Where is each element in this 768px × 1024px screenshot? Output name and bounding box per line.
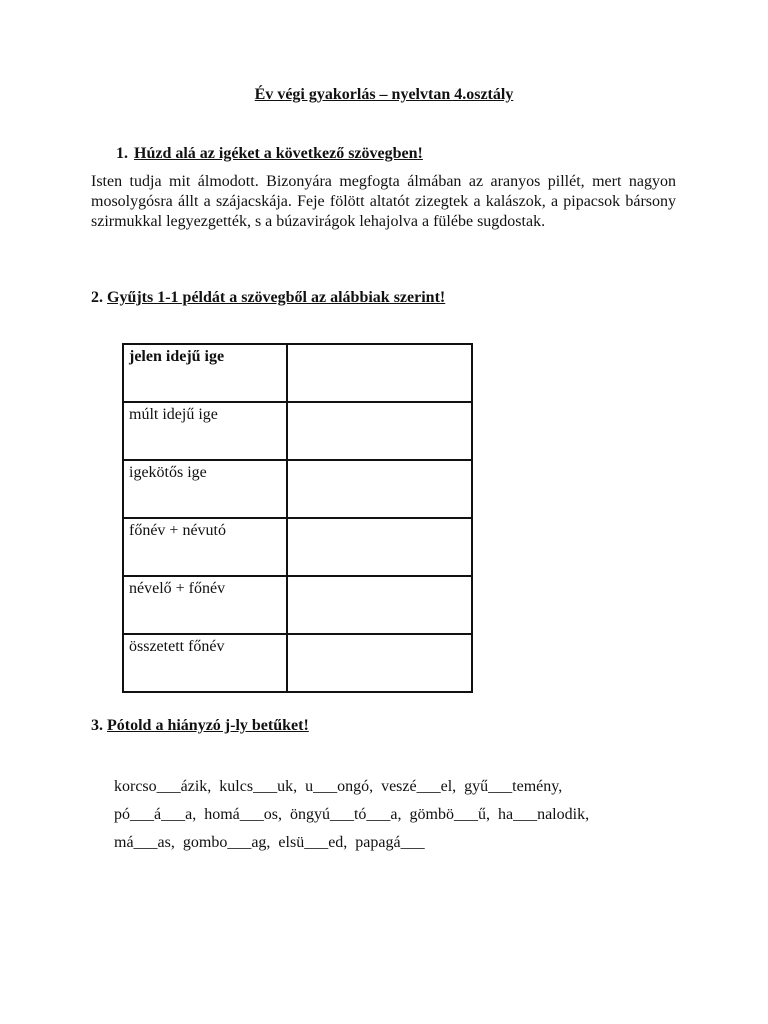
exercise-line: korcso___ázik, kulcs___uk, u___ongó, veszé___el, gyű___temény, [114,778,563,795]
row-label: összetett főnév [123,634,287,692]
table-row [123,634,472,692]
table-row [123,518,472,576]
answer-cell[interactable] [287,634,472,692]
task3-heading [91,717,309,735]
task3-instruction: Pótold a hiányzó j-ly betűket! [107,717,309,734]
task2-instruction: Gyűjts 1-1 példát a szövegből az alábbiak szerint! [107,289,446,306]
row-label: főnév + névutó [123,518,287,576]
task2-number: 2. [91,289,103,306]
table-row [123,460,472,518]
row-label: múlt idejű ige [123,402,287,460]
answer-cell[interactable] [287,576,472,634]
task3-number: 3. [91,717,103,734]
table-row [123,344,472,402]
worksheet-title: Év végi gyakorlás – nyelvtan 4.osztály [254,86,514,103]
row-label: jelen idejű ige [123,344,287,402]
answer-cell[interactable] [287,344,472,402]
row-label: igekötős ige [123,460,287,518]
task1-number: 1. [116,145,128,162]
exercise-line: má___as, gombo___ag, elsü___ed, papagá___ [114,834,425,851]
table-row [123,402,472,460]
exercise-line: pó___á___a, homá___os, öngyú___tó___a, gömbö___ű, ha___nalodik, [114,806,590,823]
task2-heading [91,289,445,307]
answer-cell[interactable] [287,402,472,460]
row-label: névelő + főnév [123,576,287,634]
task2-table [122,343,473,693]
answer-cell[interactable] [287,460,472,518]
task1-heading [116,145,423,163]
table-row [123,576,472,634]
task1-instruction: Húzd alá az igéket a következő szövegben! [134,145,423,162]
task1-paragraph: Isten tudja mit álmodott. Bizonyára megfogta álmában az aranyos pillét, mert nagyon mosolygósra állt a szájacskája. Feje fölött altatót zizegtek a kalászok, a pipacsok bársony szirmukkal legyezgették, s a búzavirágok lehajolva a fülébe sugdostak. [91,173,676,230]
task3-exercise [114,773,589,857]
answer-cell[interactable] [287,518,472,576]
